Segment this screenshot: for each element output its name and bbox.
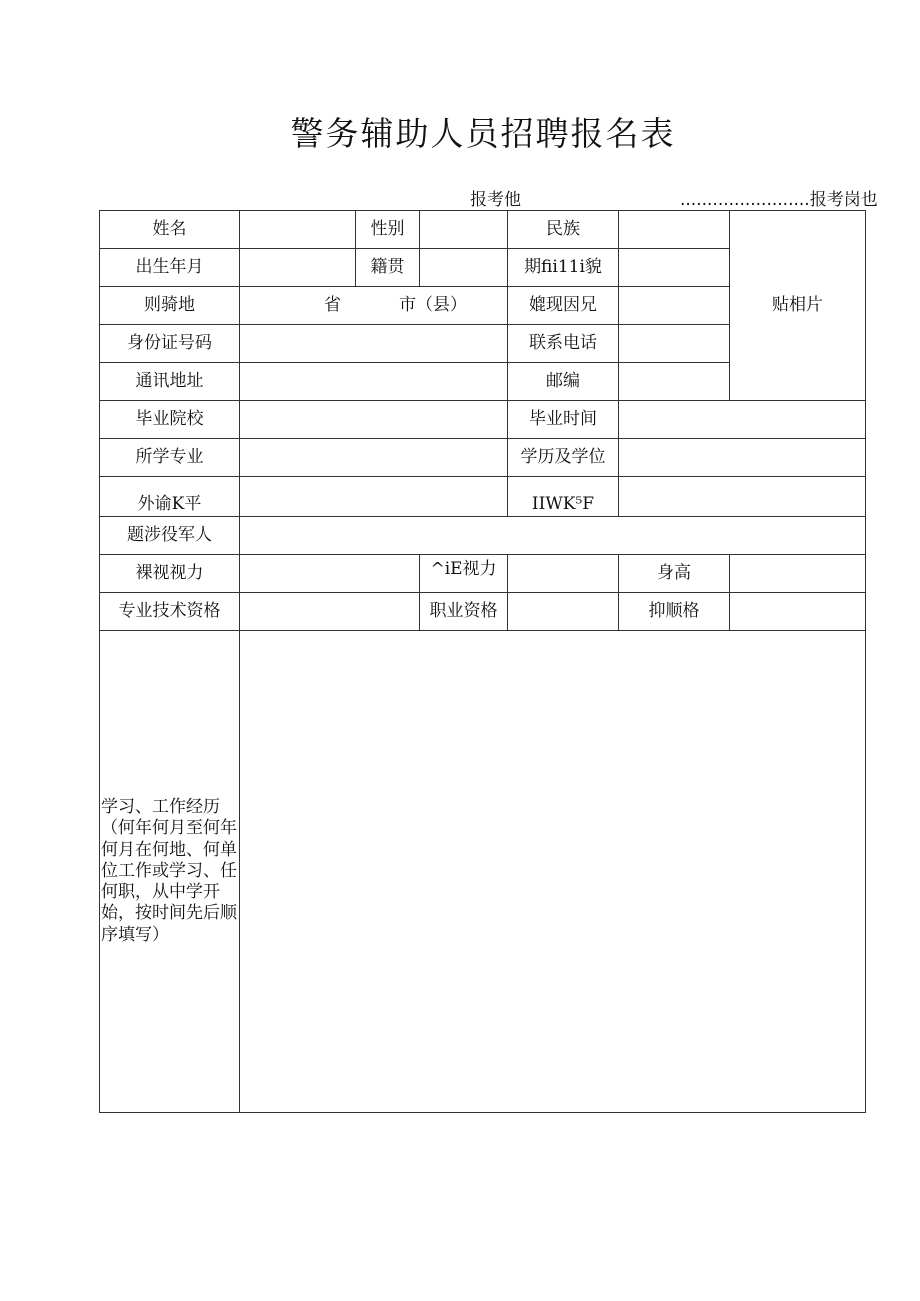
computer-field[interactable]: [619, 477, 866, 517]
height-field[interactable]: [730, 555, 866, 593]
id-field[interactable]: [240, 325, 508, 363]
corrected-vision-field[interactable]: [508, 555, 619, 593]
postcode-field[interactable]: [619, 363, 730, 401]
native-label: 籍贯: [356, 249, 420, 287]
computer-label: IIWK⁵F: [508, 477, 619, 517]
foreign-label: 外谕K平: [100, 477, 240, 517]
veteran-field[interactable]: [240, 517, 866, 555]
applied-unit-label: 报考他: [470, 190, 521, 210]
degree-field[interactable]: [619, 439, 866, 477]
corrected-vision-label: ^iE视力: [420, 555, 508, 593]
ethnicity-field[interactable]: [619, 211, 730, 249]
history-field[interactable]: [240, 631, 866, 1113]
city-label: 市（县）: [399, 294, 467, 315]
vocational-label: 职业资格: [420, 593, 508, 631]
history-label: 学习、工作经历（何年何月至何年何月在何地、何单位工作或学习、任何职，从中学开始，按时间先后顺序填写）: [100, 631, 240, 1113]
birth-field[interactable]: [240, 249, 356, 287]
address-label: 通讯地址: [100, 363, 240, 401]
grad-time-label: 毕业时间: [508, 401, 619, 439]
tech-field[interactable]: [240, 593, 420, 631]
grad-time-field[interactable]: [619, 401, 866, 439]
naked-vision-field[interactable]: [240, 555, 420, 593]
ethnicity-label: 民族: [508, 211, 619, 249]
other-field[interactable]: [730, 593, 866, 631]
id-label: 身份证号码: [100, 325, 240, 363]
address-field[interactable]: [240, 363, 508, 401]
gender-label: 性别: [356, 211, 420, 249]
gender-field[interactable]: [420, 211, 508, 249]
birthplace-label: 则骑地: [100, 287, 240, 325]
veteran-label: 题涉役军人: [100, 517, 240, 555]
major-label: 所学专业: [100, 439, 240, 477]
major-field[interactable]: [240, 439, 508, 477]
name-label: 姓名: [100, 211, 240, 249]
foreign-field[interactable]: [240, 477, 508, 517]
applied-post-label: ........................报考岗也: [680, 190, 878, 210]
name-field[interactable]: [240, 211, 356, 249]
vocational-field[interactable]: [508, 593, 619, 631]
marital-label: 媲现因兄: [508, 287, 619, 325]
phone-label: 联系电话: [508, 325, 619, 363]
tech-label: 专业技术资格: [100, 593, 240, 631]
postcode-label: 邮编: [508, 363, 619, 401]
degree-label: 学历及学位: [508, 439, 619, 477]
political-label: 期fii11i貌: [508, 249, 619, 287]
school-field[interactable]: [240, 401, 508, 439]
birthplace-field[interactable]: [240, 287, 508, 325]
province-label: 省: [324, 294, 341, 315]
photo-box[interactable]: 贴相片: [730, 211, 866, 401]
marital-field[interactable]: [619, 287, 730, 325]
political-field[interactable]: [619, 249, 730, 287]
native-field[interactable]: [420, 249, 508, 287]
naked-vision-label: 裸视视力: [100, 555, 240, 593]
birth-label: 出生年月: [100, 249, 240, 287]
height-label: 身高: [619, 555, 730, 593]
page-title: 警务辅助人员招聘报名表: [290, 114, 676, 153]
other-label: 抑顺格: [619, 593, 730, 631]
registration-form-table: [99, 210, 866, 1113]
phone-field[interactable]: [619, 325, 730, 363]
school-label: 毕业院校: [100, 401, 240, 439]
